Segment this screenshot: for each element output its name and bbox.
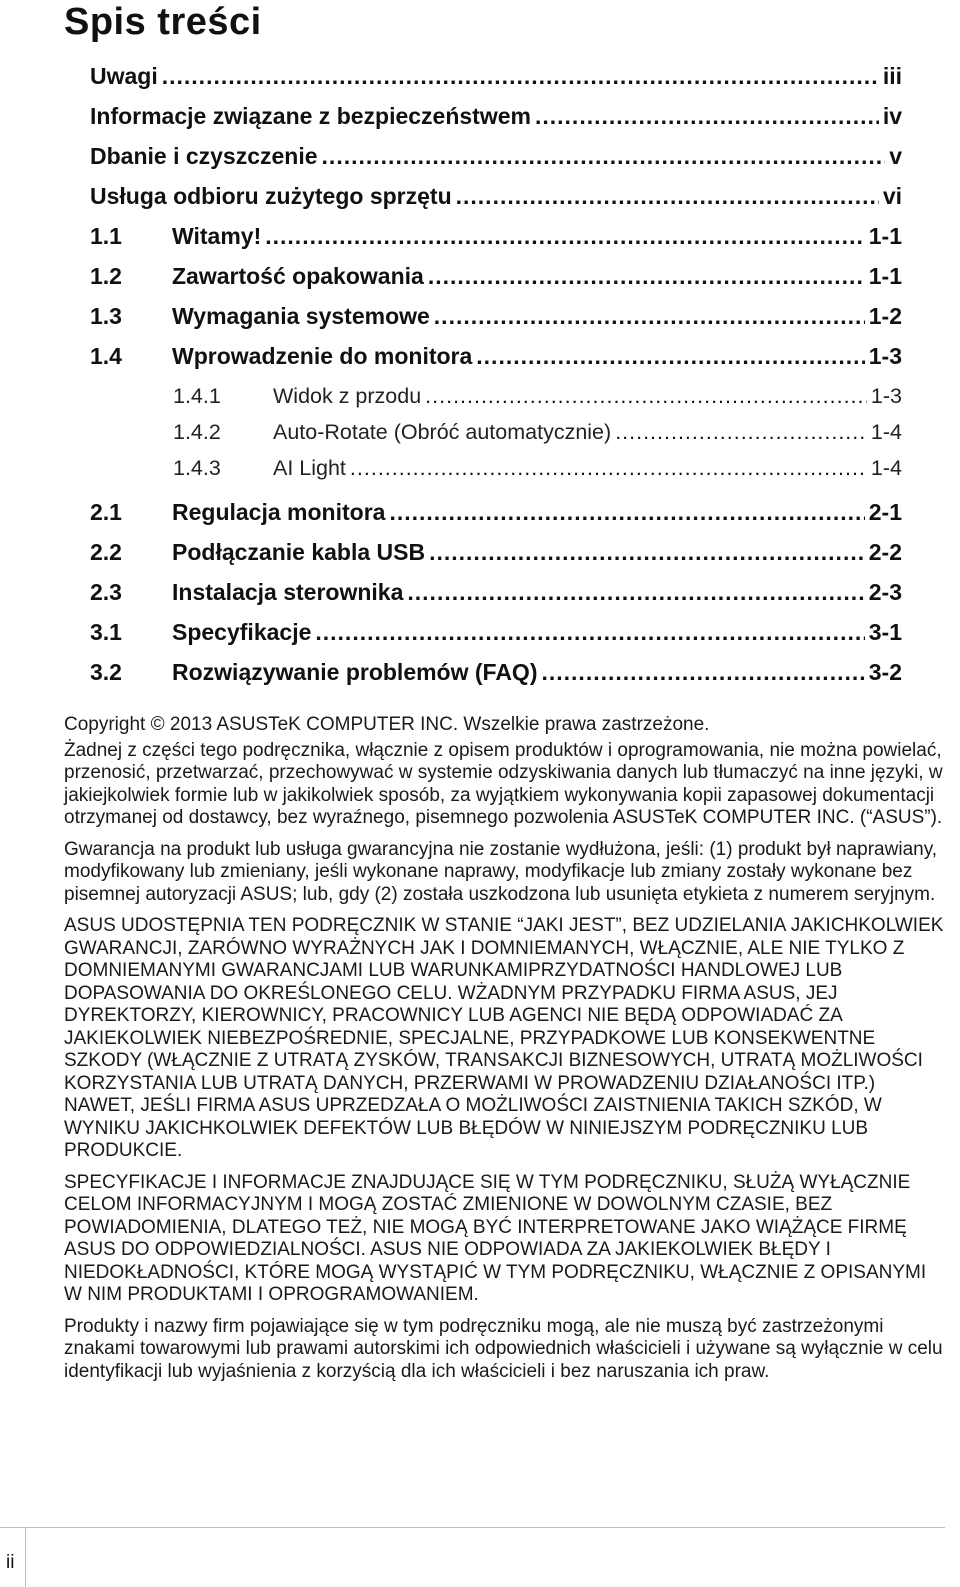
toc-entry-number: 1.4.2 (173, 420, 221, 444)
toc-entry-page: 1-1 (868, 263, 902, 289)
toc-entry-title: Widok z przodu (273, 384, 422, 408)
toc-leader-dots (434, 296, 865, 336)
toc-entry[interactable] (90, 96, 902, 136)
toc-entry-number: 1.1 (90, 223, 122, 249)
toc-entry-title: Wymagania systemowe (172, 303, 430, 329)
toc-subentry[interactable] (173, 448, 902, 488)
legal-paragraph: Gwarancja na produkt lub usługa gwarancyjna nie zostanie wydłużona, jeśli: (1) produkt był naprawiany, modyfikowany lub zmieniany, jeśli wykonane naprawy, modyfikacje lub zmiany zostały wykonane bez pisemnej autoryzacji ASUS; lub, gdy (2) została uszkodzona lub usunięta etykieta z numerem seryjnym. (64, 838, 938, 905)
toc-entry[interactable] (90, 612, 902, 652)
toc-leader-dots (350, 448, 867, 488)
legal-notice (64, 714, 944, 1392)
toc-entry-title: Rozwiązywanie problemów (FAQ) (172, 659, 538, 685)
toc-entry-number: 1.4 (90, 343, 122, 369)
toc-entry-page: 1-3 (868, 343, 902, 369)
toc-entry-page: 1-4 (870, 420, 902, 444)
toc-entry-number: 2.3 (90, 579, 122, 605)
toc-entry-page: vi (882, 183, 902, 209)
footer-side-divider (25, 1527, 26, 1587)
toc-entry[interactable] (90, 296, 902, 336)
toc-leader-dots (429, 532, 865, 572)
toc-leader-dots (407, 572, 864, 612)
toc-leader-dots (322, 136, 886, 176)
toc-entry-number: 2.1 (90, 499, 122, 525)
toc-entry-page: 3-2 (868, 659, 902, 685)
toc-leader-dots (389, 492, 864, 532)
toc-entry-page: iv (882, 103, 902, 129)
toc-entry[interactable] (90, 176, 902, 216)
toc-entry-page: 1-4 (870, 456, 902, 480)
toc-entry-title: Podłączanie kabla USB (172, 539, 426, 565)
toc-leader-dots (162, 56, 879, 96)
toc-entry-page: v (889, 143, 902, 169)
toc-leader-dots (615, 412, 867, 452)
toc-entry-page: 2-3 (868, 579, 902, 605)
toc-entry-number: 1.4.1 (173, 384, 221, 408)
toc-entry[interactable] (90, 256, 902, 296)
toc-entry-title: Dbanie i czyszczenie (90, 143, 318, 169)
page-number: ii (6, 1552, 15, 1573)
toc-entry-page: 1-1 (868, 223, 902, 249)
toc-entry[interactable] (90, 136, 902, 176)
toc-entry-number: 1.2 (90, 263, 122, 289)
toc-entry[interactable] (90, 336, 902, 376)
toc-entry-page: iii (882, 63, 902, 89)
toc-entry-page: 3-1 (868, 619, 902, 645)
toc-leader-dots (541, 652, 864, 692)
toc-entry-page: 2-2 (868, 539, 902, 565)
toc-entry-page: 1-3 (870, 384, 902, 408)
toc-entry-number: 3.2 (90, 659, 122, 685)
toc-subentry[interactable] (173, 412, 902, 452)
toc-entry-number: 1.3 (90, 303, 122, 329)
toc-entry-number: 2.2 (90, 539, 122, 565)
toc-entry-title: Specyfikacje (172, 619, 312, 645)
toc-leader-dots (476, 336, 864, 376)
page-title: Spis treści (64, 1, 262, 43)
toc-subentry[interactable] (173, 376, 902, 416)
toc-entry-title: Uwagi (90, 63, 158, 89)
toc-entry[interactable] (90, 56, 902, 96)
toc-entry-page: 1-2 (868, 303, 902, 329)
toc-entry-page: 2-1 (868, 499, 902, 525)
toc-leader-dots (265, 216, 865, 256)
toc-leader-dots (428, 256, 865, 296)
toc-entry-title: Instalacja sterownika (172, 579, 404, 605)
legal-paragraph: ASUS UDOSTĘPNIA TEN PODRĘCZNIK W STANIE “JAKI JEST”, BEZ UDZIELANIA JAKICHKOLWIEK GWARANCJI, ZARÓWNO WYRAŻNYCH JAK I DOMNIEMANYCH, WŁĄCZNIE, ALE NIE TYLKO Z DOMNIEMANYMI GWARANCJAMI LUB WARUNKAMIPRZYDATNOŚCI HANDLOWEJ LUB DOPASOWANIA DO OKREŚLONEGO CELU. WŻADNYM PRZYPADKU FIRMA ASUS, JEJ DYREKTORZY, KIEROWNICY, PRACOWNICY LUB AGENCI NIE BĘDĄ ODPOWIADAĆ ZA JAKIEKOLWIEK NIEBEZPOŚREDNIE, SPECJALNE, PRZYPADKOWE LUB KONSEKWENTNE SZKODY (WŁĄCZNIE Z UTRATĄ ZYSKÓW, TRANSAKCJI BIZNESOWYCH, UTRATĄ MOŻLIWOŚCI KORZYSTANIA LUB UTRATĄ DANYCH, PRZERWAMI W PROWADZENIU DZIAŁANOŚCI ITP.) NAWET, JEŚLI FIRMA ASUS UPRZEDZAŁA O MOŻLIWOŚCI ZAISTNIENIA TAKICH SZKÓD, W WYNIKU JAKICHKOLWIEK DEFEKTÓW LUB BŁĘDÓW W NINIEJSZYM PODRĘCZNIKU LUB PRODUKCIE. (64, 915, 944, 1161)
toc-entry-title: Wprowadzenie do monitora (172, 343, 473, 369)
toc-leader-dots (535, 96, 879, 136)
toc-entry-title: Auto-Rotate (Obróć automatycznie) (273, 420, 612, 444)
toc-entry[interactable] (90, 216, 902, 256)
copyright-line: Copyright © 2013 ASUSTeK COMPUTER INC. Wszelkie prawa zastrzeżone. (64, 714, 710, 735)
footer-divider (0, 1527, 945, 1528)
toc-entry[interactable] (90, 572, 902, 612)
toc-entry-title: Regulacja monitora (172, 499, 386, 525)
toc-entry-title: Witamy! (172, 223, 262, 249)
toc-entry-title: Informacje związane z bezpieczeństwem (90, 103, 531, 129)
toc-leader-dots (315, 612, 864, 652)
toc-entry-title: Usługa odbioru zużytego sprzętu (90, 183, 452, 209)
legal-paragraph: Żadnej z części tego podręcznika, włącznie z opisem produktów i oprogramowania, nie można powielać, przenosić, przetwarzać, przechowywać w systemie odzyskiwania danych lub tłumaczyć na inne języki, w jakiejkolwiek formie lub w jakikolwiek sposób, za wyjątkiem wykonywania kopii zapasowej dokumentacji otrzymanej od dostawcy, bez wyraźnego, pisemnego pozwolenia ASUSTeK COMPUTER INC. (“ASUS”). (64, 739, 943, 828)
toc-entry-number: 1.4.3 (173, 456, 221, 480)
toc-entry-number: 3.1 (90, 619, 122, 645)
toc-entry[interactable] (90, 532, 902, 572)
toc-leader-dots (456, 176, 879, 216)
toc-entry[interactable] (90, 652, 902, 692)
toc-entry-title: Zawartość opakowania (172, 263, 424, 289)
toc-entry-title: AI Light (273, 456, 346, 480)
legal-paragraph: SPECYFIKACJE I INFORMACJE ZNAJDUJĄCE SIĘ W TYM PODRĘCZNIKU, SŁUŻĄ WYŁĄCZNIE CELOM INFORMACYJNYM I MOGĄ ZOSTAĆ ZMIENIONE W DOWOLNYM CZASIE, BEZ POWIADOMIENIA, DLATEGO TEŻ, NIE MOGĄ BYĆ INTERPRETOWANE JAKO WIĄŻĄCE FIRMĘ ASUS DO ODPOWIEDZIALNOŚCI. ASUS NIE ODPOWIADA ZA JAKIEKOLWIEK BŁĘDY I NIEDOKŁADNOŚCI, KTÓRE MOGĄ WYSTĄPIĆ W TYM PODRĘCZNIKU, WŁĄCZNIE Z OPISANYMI W NIM PRODUKTAMI I OPROGRAMOWANIEM. (64, 1171, 927, 1305)
toc-leader-dots (425, 376, 867, 416)
legal-paragraph: Produkty i nazwy firm pojawiające się w tym podręczniku mogą, ale nie muszą być zastrzeżonymi znakami towarowymi lub prawami autorskimi ich odpowiednich właścicieli i używane są wyłącznie w celu identyfikacji lub wyjaśnienia z korzyścią dla ich właścicieli i bez naruszania ich praw. (64, 1315, 943, 1382)
toc-entry[interactable] (90, 492, 902, 532)
